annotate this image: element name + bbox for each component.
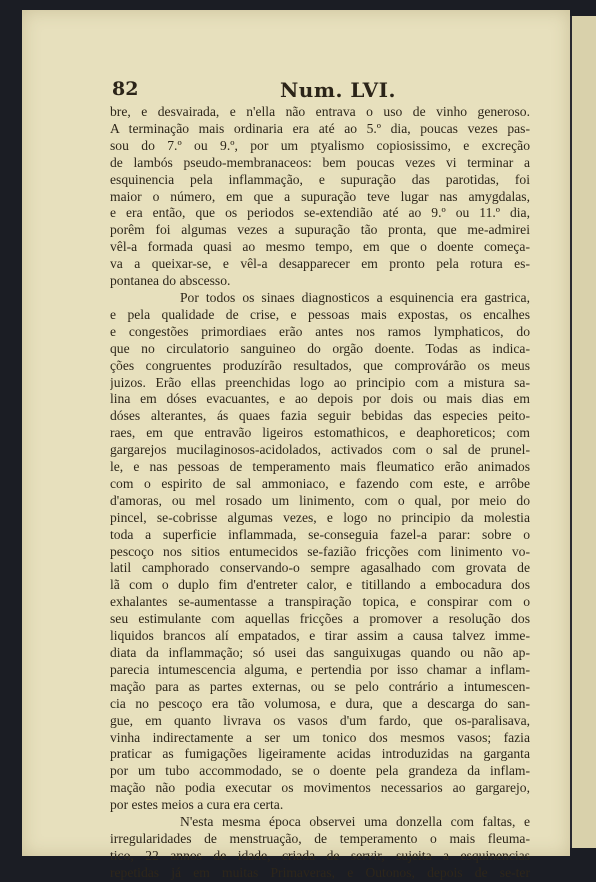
text-line: toda a superficie inflammada, se-conseguia fazel-a parar: sobre o xyxy=(110,526,530,542)
text-line: e pela qualidade de crise, e pessoas mais expostas, os encalhes xyxy=(110,306,530,322)
text-line: mação para as partes externas, ou se pelo contrário a intumescen- xyxy=(110,678,530,694)
text-line: porêm foi algumas vezes a supuração tão pronta, que me-admirei xyxy=(110,222,530,238)
text-line: A terminação mais ordinaria era até ao 5.º dia, poucas vezes pas- xyxy=(110,120,530,136)
text-line: de lambós pseudo-membranaceos: bem poucas vezes vi terminar a xyxy=(110,154,530,170)
text-line: raes, em que entravão ligeiros estomathicos, e deaphoreticos; com xyxy=(110,425,530,441)
text-line: liquidos brancos alí empatados, e tirar assim a causa talvez imme- xyxy=(110,628,530,644)
page-header xyxy=(112,78,532,104)
text-line: dóses alterantes, ás quaes fazia seguir bebidas das especies peito- xyxy=(110,408,530,424)
text-line: pescoço nos sitios entumecidos se-fazião fricções com linimento vo- xyxy=(110,543,530,559)
text-line: maior o número, em que a supuração teve lugar nas amygdalas, xyxy=(110,188,530,204)
text-line: que no circulatorio sanguineo do orgão doente. Todas as indica- xyxy=(110,340,530,356)
text-line: vêl-a formada quasi ao mesmo tempo, em que o doente começa- xyxy=(110,239,530,255)
text-line: diata da inflammação; só usei das sanguixugas quando ou não ap- xyxy=(110,645,530,660)
text-line: cia no pescoço era tão volumosa, e dura, que a descarga do san- xyxy=(110,695,530,711)
text-line: bre, e desvairada, e n'ella não entrava o uso de vinho generoso. xyxy=(110,104,530,119)
running-head: Num. LVI. xyxy=(280,78,396,102)
text-line: sou do 7.º ou 9.º, por um ptyalismo copiosissimo, e excreção xyxy=(110,137,530,153)
text-line: le, e nas pessoas de temperamento mais fleumatico erão animados xyxy=(110,459,530,475)
next-page-edge xyxy=(570,16,596,848)
text-line: d'amoras, ou mel rosado um linimento, com o qual, por meio do xyxy=(110,492,530,508)
text-line: lina em dóses evacuantes, e ao depois por dois ou mais dias em xyxy=(110,391,530,407)
text-line: latil camphorado conservando-o sempre agasalhado com grovata de xyxy=(110,560,530,576)
text-line: tico, 22 annos de idade, criada de servir, sujeita a esquinencias xyxy=(110,847,530,863)
text-line: e era então, que os periodos se-extendião até ao 9.º ou 11.º dia, xyxy=(110,205,530,221)
text-line: seu estimulante com aquellas fricções a promover a resolução dos xyxy=(110,611,530,627)
text-line: pontanea do abscesso. xyxy=(110,273,231,289)
text-line: irregularidades de menstruação, de temperamento o mais fleuma- xyxy=(110,830,530,846)
text-line: por um tubo accommodado, se o doente pela grandeza da inflam- xyxy=(110,763,530,779)
text-line: lã com o duplo fim d'entreter calor, e titillando a embocadura dos xyxy=(110,577,530,593)
text-line: mação não podia executar os movimentos necessarios ao gargarejo, xyxy=(110,780,530,796)
text-line: praticar as fumigações ligeiramente acidas introduzidas na garganta xyxy=(110,746,530,762)
text-line: ções congruentes produzírão resultados, que comprovárão os meus xyxy=(110,357,530,373)
text-line: pincel, se-cobrisse algumas vezes, e logo no principio da molestia xyxy=(110,509,530,525)
text-line: gargarejos mucilaginosos-acidolados, activados com o sal de prunel- xyxy=(110,442,530,458)
page-number: 82 xyxy=(112,78,139,100)
text-line: vinha indirectamente a ser um tonico dos mesmos vasos; fazia xyxy=(110,729,530,745)
text-line: va a queixar-se, e vêl-a desapparecer em pronto pela rotura es- xyxy=(110,256,530,272)
text-line: parecia intumescencia alguma, e pertendia por isso chamar a inflam- xyxy=(110,661,530,677)
text-line: exhalantes se-aumentasse a transpiração topica, e conspirar com o xyxy=(110,594,530,610)
text-line: com o espirito de sal ammoniaco, e fazendo com este, e arrôbe xyxy=(110,475,530,491)
text-line: esquinencia pela inflammação, e supuração das parotidas, foi xyxy=(110,171,530,187)
text-line: por estes meios a cura era certa. xyxy=(110,797,284,813)
text-line: juizos. Erão ellas preenchidas logo ao principio com a mistura sa- xyxy=(110,374,530,390)
text-line: Por todos os sinaes diagnosticos a esquinencia era gastrica, xyxy=(180,289,530,305)
text-line: N'esta mesma época observei uma donzella com faltas, e xyxy=(180,814,530,830)
body-text xyxy=(110,104,530,882)
text-line: e congestões primordiaes erão antes nos ramos lymphaticos, do xyxy=(110,323,530,339)
text-line: repetidas já em muitas Primaveras, e Outonos, depois de se-ter xyxy=(110,864,530,880)
text-line: gue, em quanto livrava os vasos d'um fardo, que os-paralisava, xyxy=(110,712,530,728)
